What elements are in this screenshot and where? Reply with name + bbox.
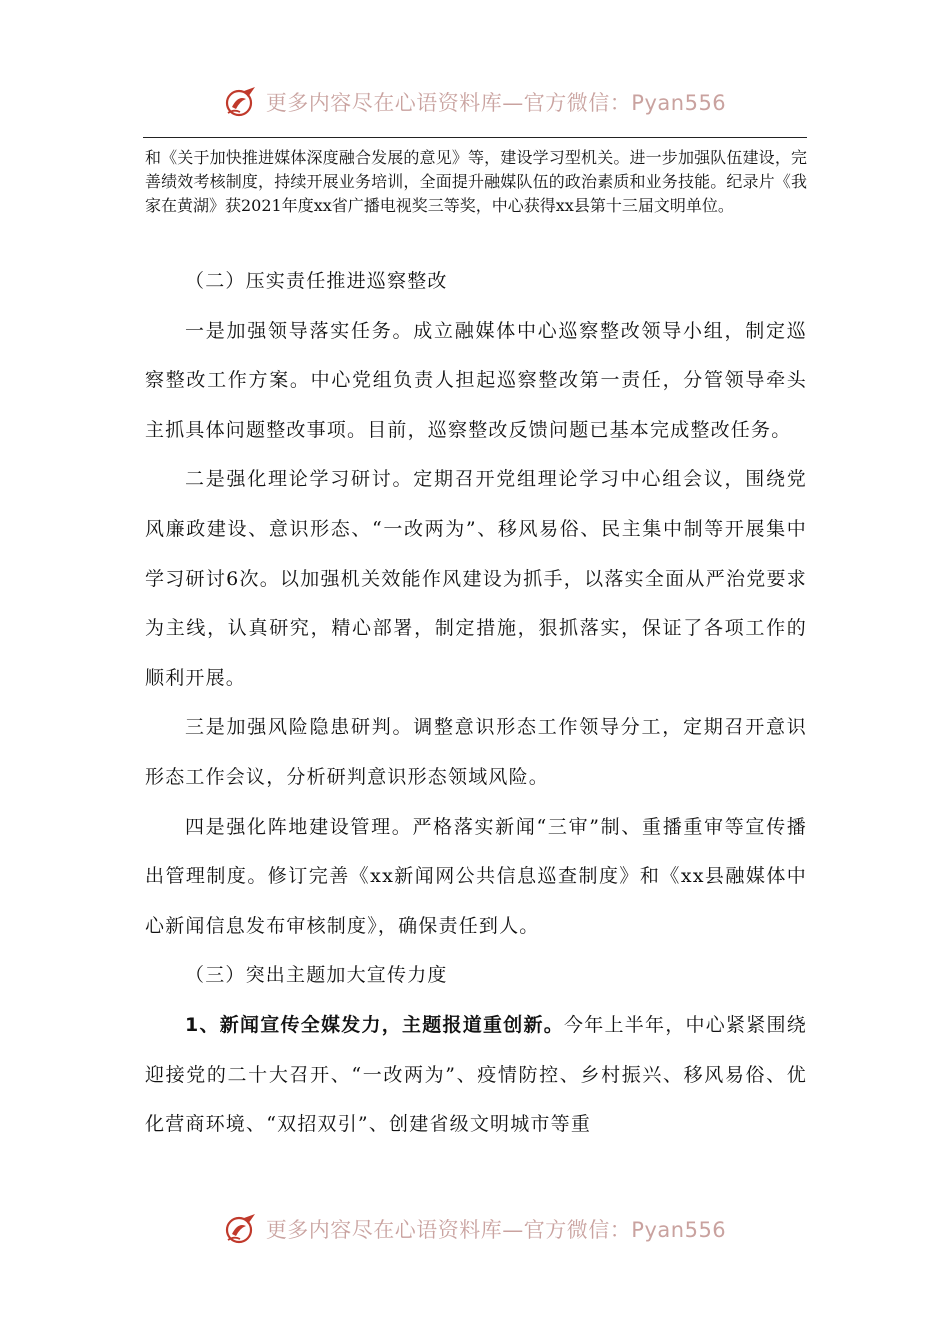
header-watermark <box>0 82 950 122</box>
paragraph-news-text: 今年上半年，中心紧紧围绕迎接党的二十大召开、“一改两为”、疫情防控、乡村振兴、移风易俗、优化营商环境、“双招双引”、创建省级文明城市等重 <box>145 1013 807 1136</box>
intro-section <box>145 146 807 218</box>
paragraph-platform-management: 四是强化阵地建设管理。严格落实新闻“三审”制、重播重审等宣传播出管理制度。修订完善《xx新闻网公共信息巡查制度》和《xx县融媒体中心新闻信息发布审核制度》，确保责任到人。 <box>145 815 807 937</box>
pen-logo-icon <box>224 1212 258 1246</box>
document-body <box>145 257 807 1150</box>
paragraph-lead-bold: 1、新闻宣传全媒发力，主题报道重创新。 <box>185 1013 565 1036</box>
pen-logo-icon <box>224 85 258 119</box>
paragraph-leadership: 一是加强领导落实任务。成立融媒体中心巡察整改领导小组，制定巡察整改工作方案。中心党组负责人担起巡察整改第一责任，分管领导牵头主抓具体问题整改事项。目前，巡察整改反馈问题已基本完成整改任务。 <box>145 319 807 441</box>
watermark-text: 更多内容尽在心语资料库—官方微信：Pyan556 <box>265 91 727 115</box>
section-heading-2: （二）压实责任推进巡察整改 <box>185 270 448 292</box>
paragraph-risk-assessment: 三是加强风险隐患研判。调整意识形态工作领导分工，定期召开意识形态工作会议，分析研判意识形态领域风险。 <box>145 716 807 788</box>
header-divider <box>143 137 807 138</box>
watermark-text: 更多内容尽在心语资料库—官方微信：Pyan556 <box>265 1218 727 1242</box>
footer-watermark <box>0 1209 950 1249</box>
intro-paragraph: 和《关于加快推进媒体深度融合发展的意见》等，建设学习型机关。进一步加强队伍建设，完善绩效考核制度，持续开展业务培训，全面提升融媒队伍的政治素质和业务技能。纪录片《我家在黄湖》获2021年度xx省广播电视奖三等奖，中心获得xx县第十三届文明单位。 <box>145 148 807 215</box>
section-heading-3: （三）突出主题加大宣传力度 <box>185 964 448 987</box>
paragraph-news-publicity <box>145 1001 807 1150</box>
paragraph-theory-study: 二是强化理论学习研讨。定期召开党组理论学习中心组会议，围绕党风廉政建设、意识形态、“一改两为”、移风易俗、民主集中制等开展集中学习研讨6次。以加强机关效能作风建设为抓手，以落实全面从严治党要求为主线，认真研究，精心部署，制定措施，狠抓落实，保证了各项工作的顺利开展。 <box>145 468 807 689</box>
